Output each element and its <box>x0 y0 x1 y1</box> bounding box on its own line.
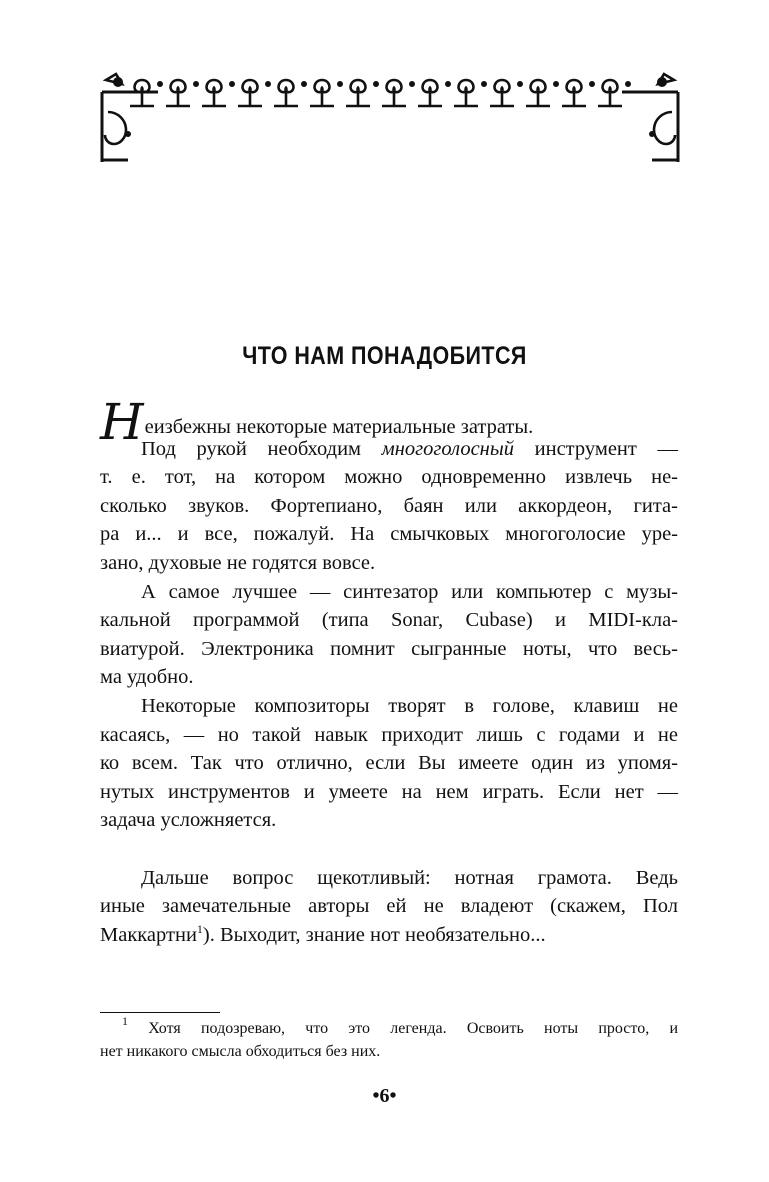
ornament-dot <box>553 81 559 87</box>
paragraph-4-line: Некоторые композиторы творят в голове, клавиш не <box>141 694 678 717</box>
ornament-dot <box>589 81 595 87</box>
ornament-scroll <box>346 80 370 106</box>
ornament-dot <box>229 81 235 87</box>
paragraph-3-line: кальной программой (типа Sonar, Cubase) и MIDI-кла- <box>100 609 678 632</box>
ornament-scroll <box>562 80 586 106</box>
paragraph-5-line: иные замечательные авторы ей не владеют (скажем, Пол <box>100 895 678 918</box>
ornament-scroll <box>238 80 262 106</box>
ornament-scroll <box>310 80 334 106</box>
blank-line <box>100 835 678 864</box>
chapter-title: ЧТО НАМ ПОНАДОБИТСЯ <box>242 342 527 370</box>
paragraph-1-line: Неизбежны некоторые материальные затраты. <box>100 393 534 451</box>
ornament-dot <box>481 81 487 87</box>
ornament-scroll <box>274 80 298 106</box>
footnote-reference: 1 <box>196 921 203 936</box>
footnote-line: нет никакого смысла обходиться без них. <box>100 1043 381 1060</box>
ornament-dot <box>445 81 451 87</box>
ornament-dot <box>157 81 163 87</box>
footnote <box>100 1014 678 1063</box>
ornament-scroll <box>454 80 478 106</box>
paragraph-3-line: ма удобно. <box>100 666 194 689</box>
ornament-scroll <box>166 80 190 106</box>
paragraph-2-line: Под рукой необходим многоголосный инструмент — <box>141 437 678 460</box>
paragraph-3-line: виатурой. Электроника помнит сыгранные ноты, что весь- <box>100 637 678 660</box>
paragraph-4-line: касаясь, — но такой навык приходит лишь с годами и не <box>100 723 678 746</box>
decorative-header-ornament <box>98 72 682 164</box>
ornament-scroll <box>526 80 550 106</box>
paragraph-5-line: Дальше вопрос щекотливый: нотная грамота. Ведь <box>141 866 678 889</box>
ornament-dot <box>301 81 307 87</box>
footnote-marker: 1 <box>122 1014 128 1028</box>
body-text <box>100 393 678 949</box>
paragraph-3-line: А самое лучшее — синтезатор или компьютер с музы- <box>141 580 678 603</box>
ornament-dot <box>337 81 343 87</box>
paragraph-4-line: нутых инструментов и умеете на нем играть. Если нет — <box>100 780 678 803</box>
ornament-dot <box>265 81 271 87</box>
ornament-scroll <box>598 80 622 106</box>
paragraph-2-line: ра и... и все, пожалуй. На смычковых многоголосие уре- <box>100 523 678 546</box>
footnote-line: $^1$ Хотя подозреваю, что это легенда. Освоить ноты просто, и <box>122 1014 678 1037</box>
paragraph-5-line: Маккартни$^1$). Выходит, знание нот необязательно... <box>100 921 546 946</box>
drop-cap: Н <box>100 393 144 451</box>
ornament-dot <box>193 81 199 87</box>
ornament-scroll <box>202 80 226 106</box>
paragraph-2-line: сколько звуков. Фортепиано, баян или аккордеон, гита- <box>100 494 678 517</box>
ornament-dot <box>517 81 523 87</box>
emphasis-word: многоголосный <box>381 437 514 460</box>
paragraph-4-line: задача усложняется. <box>100 809 277 832</box>
paragraph-2-line: т. е. тот, на котором можно одновременно извлечь не- <box>100 466 678 489</box>
paragraph-2-line: зано, духовые не годятся вовсе. <box>100 551 376 574</box>
ornament-scroll <box>382 80 406 106</box>
ornament-dot <box>625 81 631 87</box>
page-number: •6• <box>372 1085 397 1107</box>
footnote-divider <box>100 1012 220 1013</box>
ornament-scroll <box>490 80 514 106</box>
paragraph-4-line: ко всем. Так что отлично, если Вы имеете один из упомя- <box>100 752 678 775</box>
ornament-dot <box>409 81 415 87</box>
ornament-scroll <box>418 80 442 106</box>
ornament-dot <box>373 81 379 87</box>
